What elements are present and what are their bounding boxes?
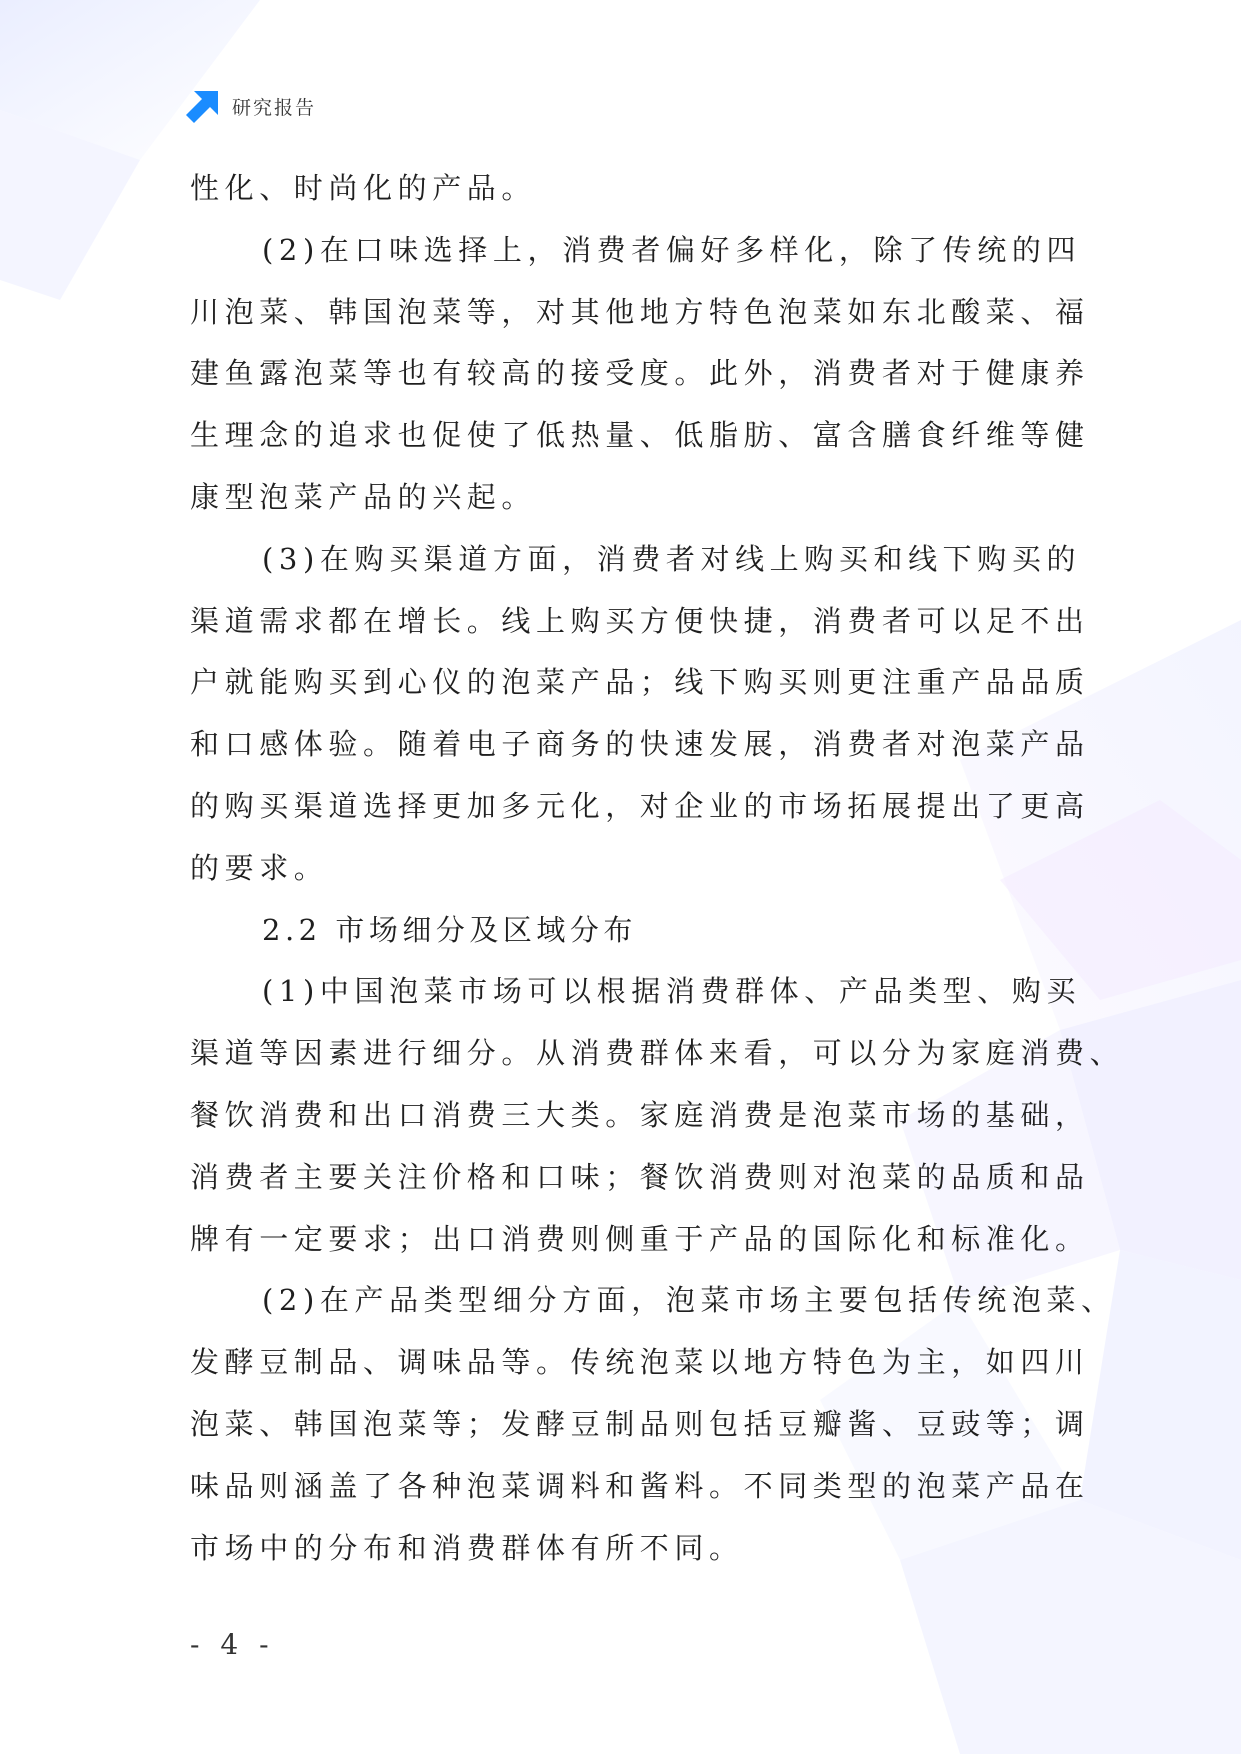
arrow-up-right-icon (186, 89, 220, 123)
paragraph-line: 户就能购买到心仪的泡菜产品；线下购买则更注重产品品质 (190, 665, 1090, 700)
paragraph-line: 生理念的追求也促使了低热量、低脂肪、富含膳食纤维等健 (190, 418, 1090, 453)
document-body (190, 158, 1125, 1579)
paragraph-line: 市场中的分布和消费群体有所不同。 (190, 1530, 744, 1565)
paragraph-line: 康型泡菜产品的兴起。 (190, 479, 537, 514)
paragraph-line: 发酵豆制品、调味品等。传统泡菜以地方特色为主，如四川 (190, 1345, 1090, 1380)
section-heading: 2.2 市场细分及区域分布 (262, 912, 637, 947)
paragraph-line: 牌有一定要求；出口消费则侧重于产品的国际化和标准化。 (190, 1221, 1090, 1256)
paragraph-line: 渠道需求都在增长。线上购买方便快捷，消费者可以足不出 (190, 603, 1090, 638)
paragraph-line: 的要求。 (190, 850, 329, 885)
paragraph-line: 泡菜、韩国泡菜等；发酵豆制品则包括豆瓣酱、豆豉等；调 (190, 1406, 1090, 1441)
paragraph-line: 味品则涵盖了各种泡菜调料和酱料。不同类型的泡菜产品在 (190, 1468, 1090, 1503)
paragraph-line: (3)在购买渠道方面，消费者对线上购买和线下购买的 (262, 541, 1082, 576)
page-number: - 4 - (190, 1628, 275, 1661)
paragraph-line: (1)中国泡菜市场可以根据消费群体、产品类型、购买 (262, 974, 1082, 1009)
paragraph-line: 消费者主要关注价格和口味；餐饮消费则对泡菜的品质和品 (190, 1159, 1090, 1194)
paragraph-line: 的购买渠道选择更加多元化，对企业的市场拓展提出了更高 (190, 788, 1090, 823)
paragraph-line: 建鱼露泡菜等也有较高的接受度。此外，消费者对于健康养 (190, 356, 1090, 391)
report-header (186, 88, 316, 124)
header-title: 研究报告 (232, 96, 317, 119)
paragraph-line: 川泡菜、韩国泡菜等，对其他地方特色泡菜如东北酸菜、福 (190, 294, 1090, 329)
paragraph-line: 性化、时尚化的产品。 (190, 171, 537, 205)
paragraph-line: 渠道等因素进行细分。从消费群体来看，可以分为家庭消费、 (190, 1036, 1125, 1071)
paragraph-line: 和口感体验。随着电子商务的快速发展，消费者对泡菜产品 (190, 727, 1090, 762)
paragraph-line: 餐饮消费和出口消费三大类。家庭消费是泡菜市场的基础， (190, 1097, 1090, 1132)
paragraph-line: (2)在产品类型细分方面，泡菜市场主要包括传统泡菜、 (262, 1283, 1116, 1318)
paragraph-line: (2)在口味选择上，消费者偏好多样化，除了传统的四 (262, 232, 1082, 267)
